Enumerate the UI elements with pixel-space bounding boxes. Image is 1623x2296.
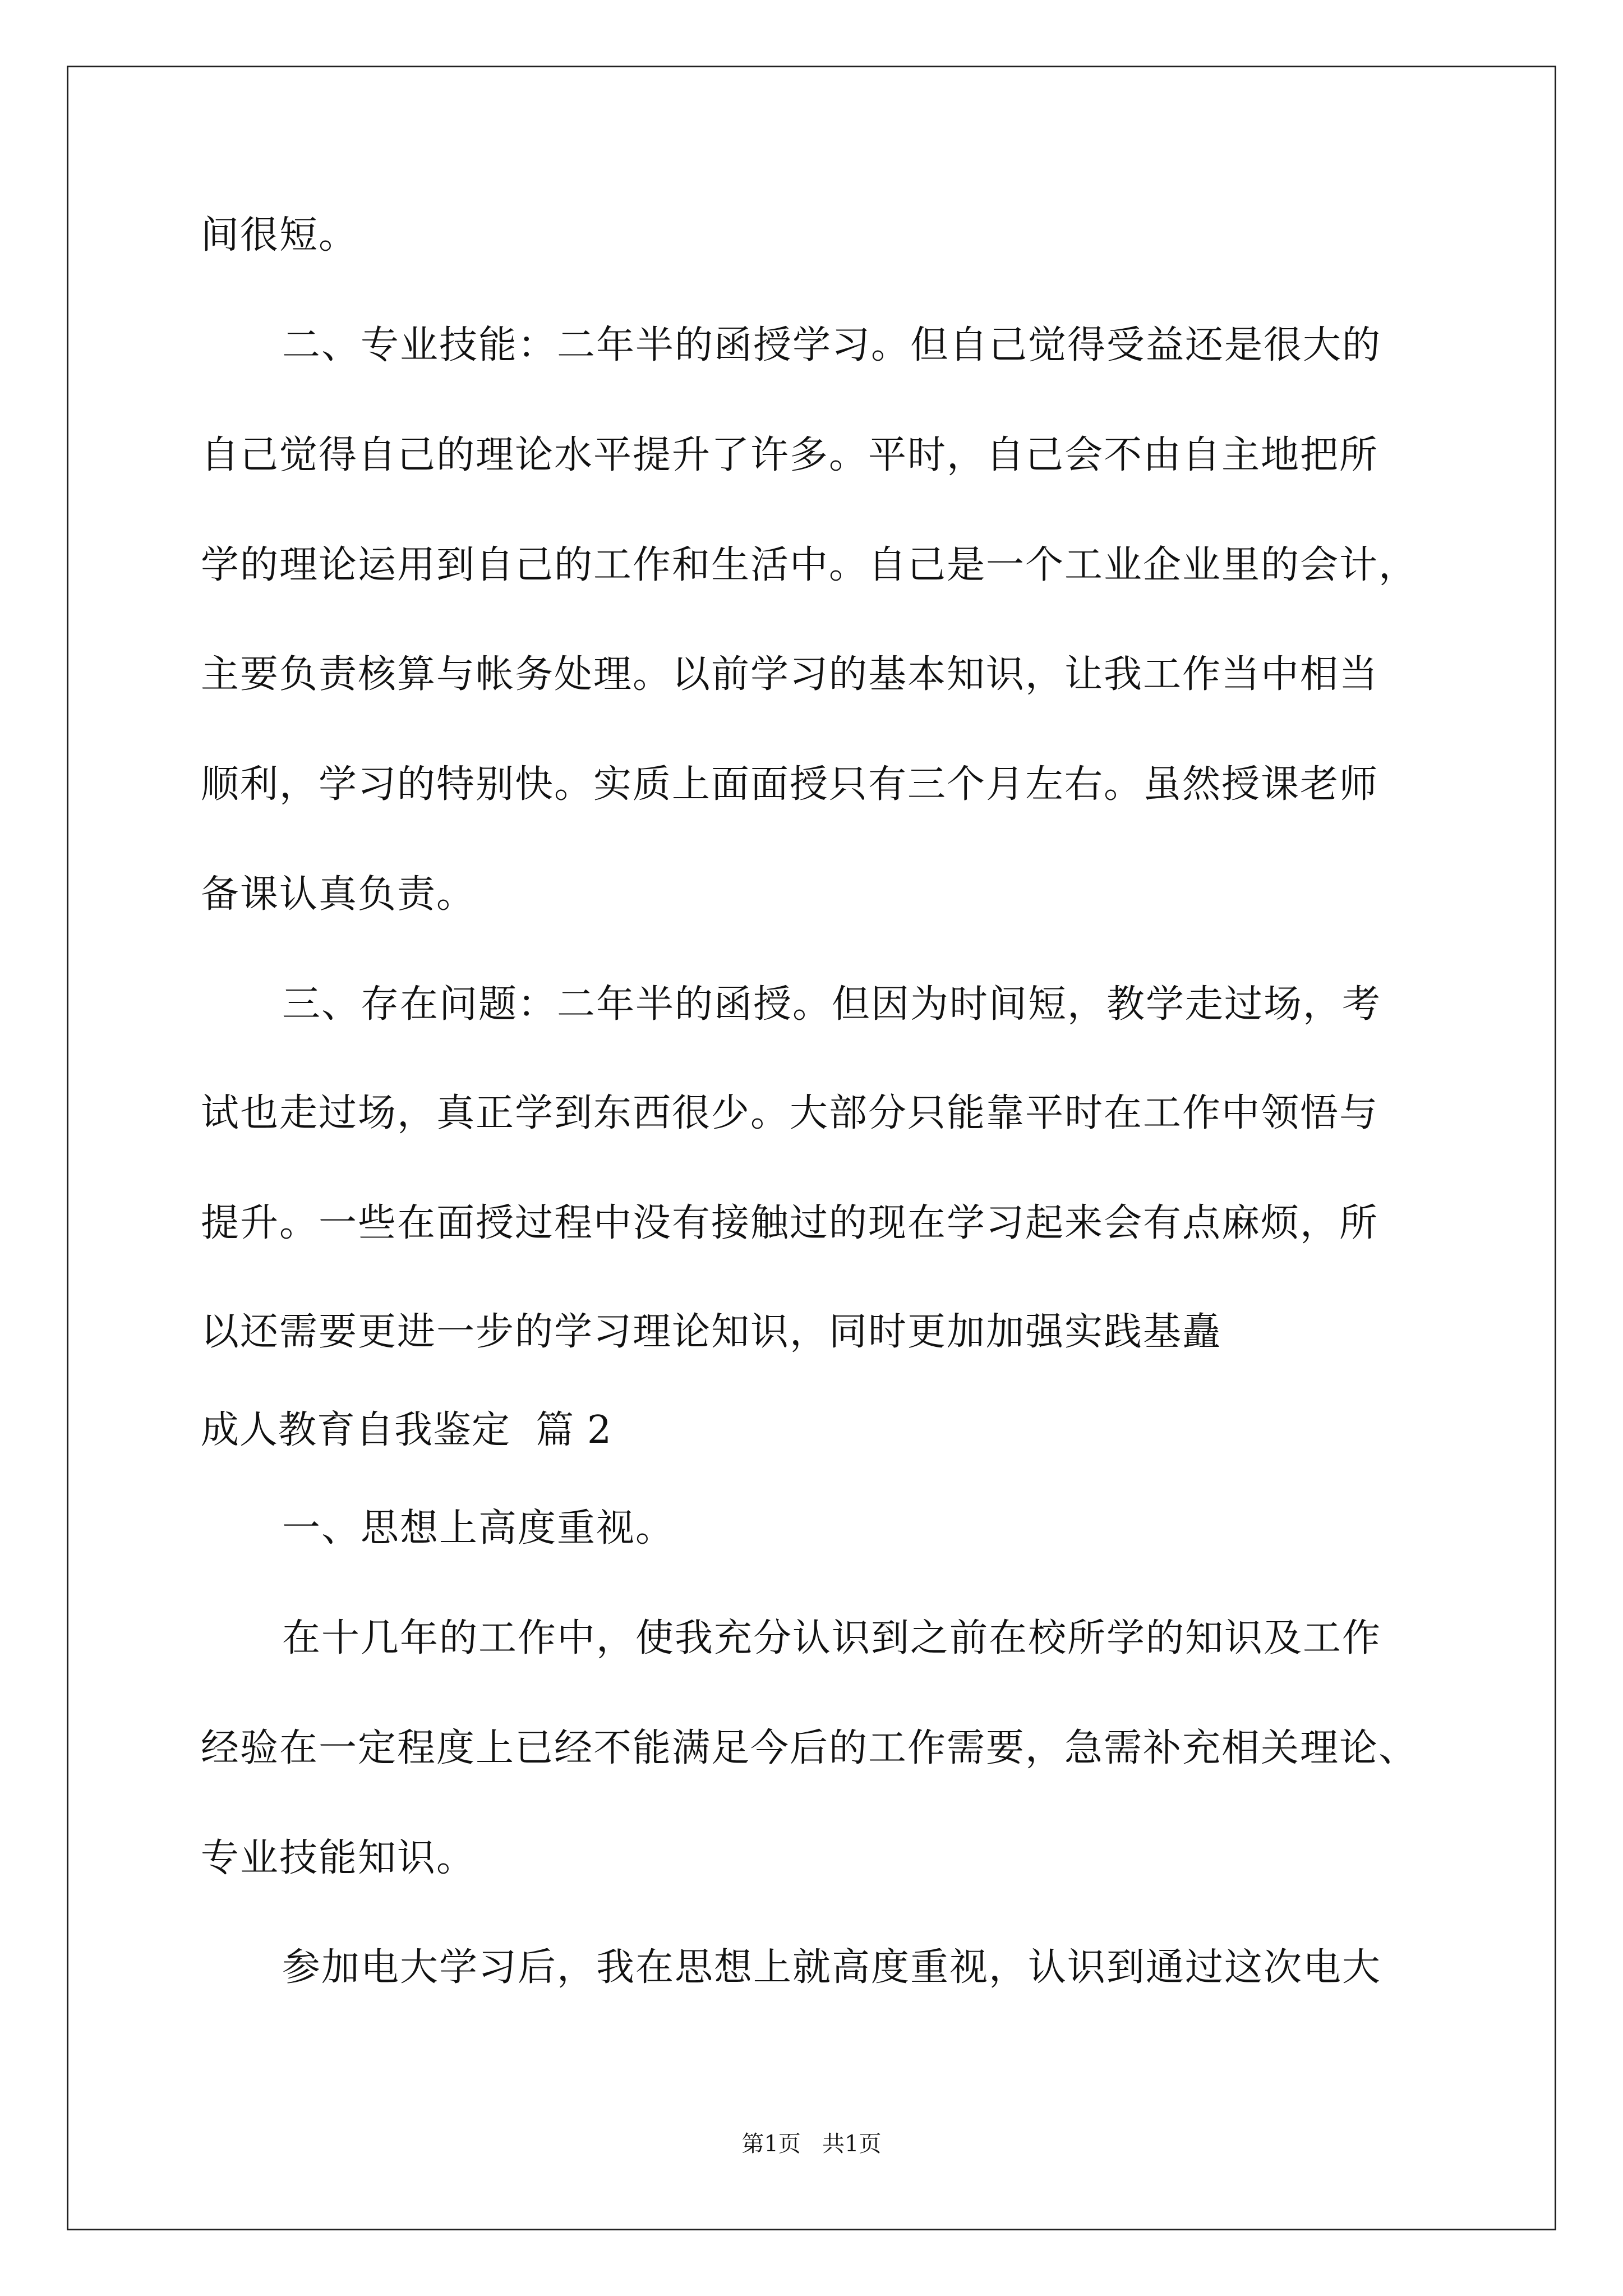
text-line: 参加电大学习后，我在思想上就高度重视，认识到通过这次电大	[282, 1945, 1382, 1990]
text-line: 以还需要更进一步的学习理论知识，同时更加加强实践基矗	[201, 1310, 1222, 1354]
text-line: 专业技能知识。	[201, 1836, 476, 1880]
text-line: 在十几年的工作中，使我充分认识到之前在校所学的知识及工作	[282, 1616, 1382, 1660]
text-line: 二、专业技能：二年半的函授学习。但自己觉得受益还是很大的	[282, 323, 1382, 367]
text-line: 经验在一定程度上已经不能满足今后的工作需要，急需补充相关理论、	[201, 1726, 1418, 1770]
text-line: 试也走过场，真正学到东西很少。大部分只能靠平时在工作中领悟与	[201, 1091, 1379, 1135]
text-line: 顺利，学习的特别快。实质上面面授只有三个月左右。虽然授课老师	[201, 762, 1379, 807]
text-line: 主要负责核算与帐务处理。以前学习的基本知识，让我工作当中相当	[201, 652, 1379, 697]
text-line: 三、存在问题：二年半的函授。但因为时间短，教学走过场，考	[282, 982, 1382, 1027]
section-heading: 成人教育自我鉴定 篇 2	[201, 1408, 612, 1452]
page-border	[67, 66, 1556, 2230]
text-line: 学的理论运用到自己的工作和生活中。自己是一个工业企业里的会计，	[201, 543, 1418, 587]
text-line: 备课认真负责。	[201, 872, 476, 917]
page-footer: 第1页 共1页	[741, 2131, 882, 2157]
text-line: 自己觉得自己的理论水平提升了许多。平时，自己会不由自主地把所	[201, 433, 1379, 477]
text-line: 间很短。	[201, 213, 358, 257]
text-line: 提升。一些在面授过程中没有接触过的现在学习起来会有点麻烦，所	[201, 1201, 1379, 1245]
text-line: 一、思想上高度重视。	[282, 1506, 675, 1550]
